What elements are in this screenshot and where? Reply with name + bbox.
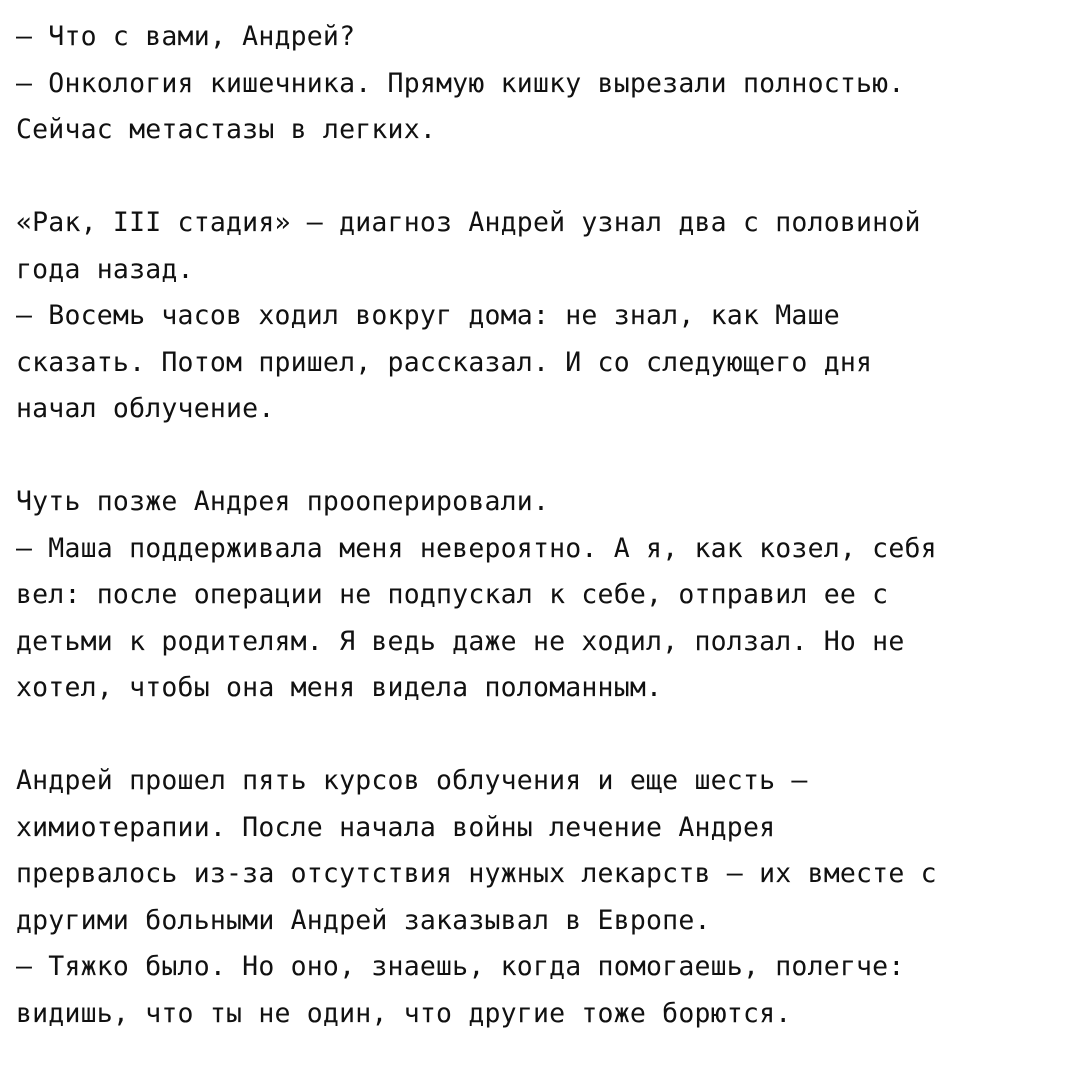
document-body — [16, 14, 1072, 1037]
text-line: химиотерапии. После начала войны лечение Андрея — [16, 811, 776, 843]
text-line: – Что с вами, Андрей? — [16, 21, 356, 52]
text-line: прервалось из-за отсутствия нужных лекарств – их вместе с — [16, 858, 937, 889]
text-line: хотел, чтобы она меня видела поломанным. — [16, 672, 663, 703]
text-line: вел: после операции не подпускал к себе, отправил ее с — [16, 579, 889, 610]
paragraph-1 — [16, 14, 1072, 154]
text-line: детьми к родителям. Я ведь даже не ходил, ползал. Но не — [16, 625, 905, 657]
text-line: начал облучение. — [16, 393, 275, 424]
text-line: – Тяжко было. Но оно, знаешь, когда помогаешь, полегче: — [16, 951, 905, 982]
text-line: «Рак, III стадия» – диагноз Андрей узнал два с половиной — [16, 207, 921, 238]
text-line: другими больными Андрей заказывал в Европе. — [16, 904, 711, 936]
text-line: – Маша поддерживала меня невероятно. А я, как козел, себя — [16, 532, 937, 564]
text-line: Андрей прошел пять курсов облучения и еще шесть – — [16, 765, 808, 796]
text-line: – Онкология кишечника. Прямую кишку вырезали полностью. — [16, 67, 905, 99]
text-line: видишь, что ты не один, что другие тоже борются. — [16, 997, 792, 1029]
paragraph-4 — [16, 758, 1072, 1037]
paragraph-gap — [16, 154, 1072, 201]
paragraph-gap — [16, 433, 1072, 480]
text-line: Чуть позже Андрея прооперировали. — [16, 486, 550, 517]
paragraph-2 — [16, 200, 1072, 433]
text-line: сказать. Потом пришел, рассказал. И со следующего дня — [16, 346, 873, 378]
text-line: Сейчас метастазы в легких. — [16, 114, 437, 145]
paragraph-gap — [16, 712, 1072, 759]
text-line: года назад. — [16, 253, 194, 285]
paragraph-3 — [16, 479, 1072, 712]
text-line: – Восемь часов ходил вокруг дома: не знал, как Маше — [16, 300, 840, 331]
